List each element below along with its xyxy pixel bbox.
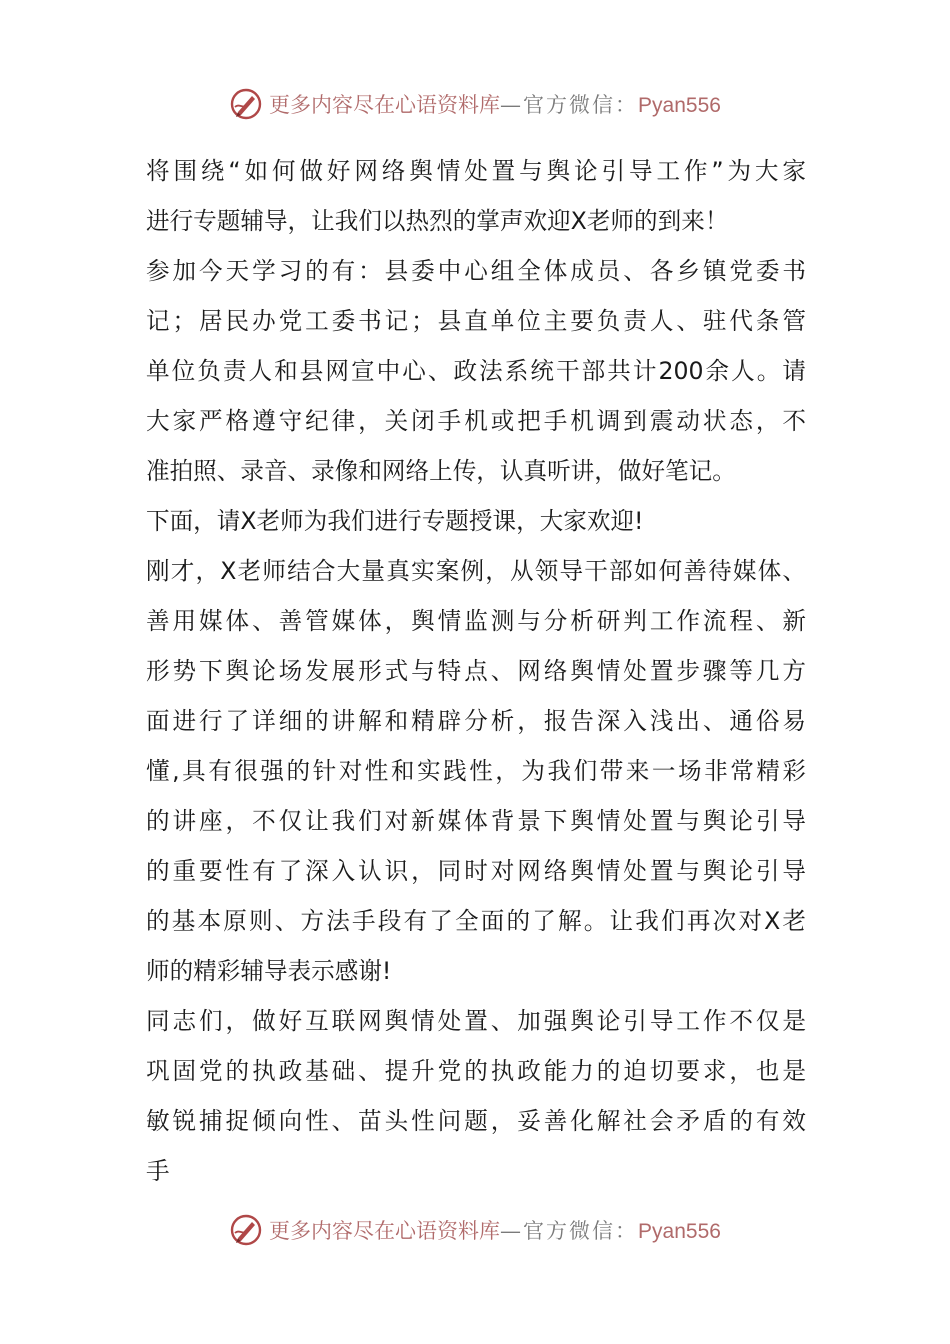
text-line: 准拍照、录音、录像和网络上传，认真听讲，做好笔记。 [146, 457, 736, 485]
paragraph [146, 546, 806, 996]
footer-banner [0, 1210, 950, 1250]
text-line: 刚才，X老师结合大量真实案例，从领导干部如何善待媒体、 [146, 557, 806, 585]
text-line: 大家严格遵守纪律，关闭手机或把手机调到震动状态，不 [146, 407, 806, 435]
text-line: 敏锐捕捉倾向性、苗头性问题，妥善化解社会矛盾的有效 [146, 1107, 806, 1135]
pen-logo-icon [229, 1213, 263, 1247]
text-line: 记；居民办党工委书记；县直单位主要负责人、驻代条管 [146, 307, 806, 335]
text-line: 面进行了详细的讲解和精辟分析，报告深入浅出、通俗易 [146, 707, 806, 735]
paragraph [146, 996, 806, 1196]
banner-wechat-id: Pyan556 [638, 94, 721, 117]
banner-wechat-label: 官方微信： [523, 1219, 639, 1243]
banner-title: 更多内容尽在心语资料库 [269, 93, 501, 117]
banner-dash: — [500, 1219, 524, 1243]
pen-logo-icon [229, 87, 263, 121]
text-line: 手 [146, 1157, 170, 1185]
text-line: 善用媒体、善管媒体，舆情监测与分析研判工作流程、新 [146, 607, 806, 635]
text-line: 参加今天学习的有：县委中心组全体成员、各乡镇党委书 [146, 257, 806, 285]
text-line: 下面，请X老师为我们进行专题授课，大家欢迎! [146, 507, 644, 535]
text-line: 单位负责人和县网宣中心、政法系统干部共计200余人。请 [146, 357, 806, 385]
text-line: 的讲座，不仅让我们对新媒体背景下舆情处置与舆论引导 [146, 807, 806, 835]
document-body [146, 146, 806, 1196]
text-line: 进行专题辅导，让我们以热烈的掌声欢迎X老师的到来！ [146, 207, 729, 235]
paragraph [146, 146, 806, 246]
text-line: 懂,具有很强的针对性和实践性，为我们带来一场非常精彩 [146, 757, 806, 785]
text-line: 师的精彩辅导表示感谢! [146, 957, 392, 985]
text-line: 的基本原则、方法手段有了全面的了解。让我们再次对X老 [146, 907, 806, 935]
text-line: 将围绕“如何做好网络舆情处置与舆论引导工作”为大家 [146, 157, 806, 185]
text-line: 形势下舆论场发展形式与特点、网络舆情处置步骤等几方 [146, 657, 806, 685]
paragraph [146, 246, 806, 496]
banner-title: 更多内容尽在心语资料库 [269, 1219, 501, 1243]
header-banner [0, 84, 950, 124]
banner-dash: — [500, 93, 524, 117]
text-line: 的重要性有了深入认识，同时对网络舆情处置与舆论引导 [146, 857, 806, 885]
banner-wechat-label: 官方微信： [523, 93, 639, 117]
banner-wechat-id: Pyan556 [638, 1220, 721, 1243]
paragraph [146, 496, 806, 546]
text-line: 巩固党的执政基础、提升党的执政能力的迫切要求，也是 [146, 1057, 806, 1085]
text-line: 同志们，做好互联网舆情处置、加强舆论引导工作不仅是 [146, 1007, 806, 1035]
